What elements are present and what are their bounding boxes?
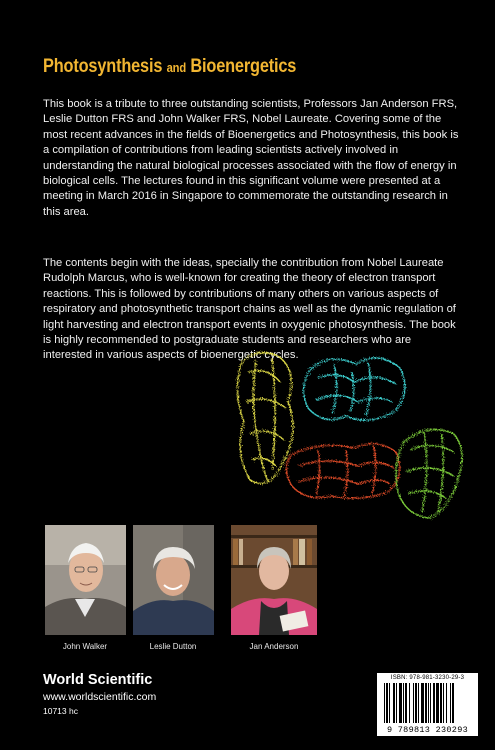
barcode-bar <box>389 683 390 723</box>
protein-yellow-subunit <box>237 353 293 484</box>
title-conjunction: and <box>166 60 187 75</box>
title-word-2: Bioenergetics <box>190 56 297 77</box>
protein-green-subunit <box>396 430 462 519</box>
portrait-jan-anderson <box>231 525 317 635</box>
portrait-caption-jan-anderson: Jan Anderson <box>249 642 299 651</box>
barcode-bar <box>433 683 435 723</box>
barcode-bar <box>384 683 385 723</box>
barcode-bar <box>413 683 414 723</box>
barcode-bar <box>399 683 402 723</box>
barcode-bar <box>386 683 388 723</box>
barcode-bar <box>409 683 410 723</box>
barcode-bar <box>396 683 397 723</box>
title-word-1: Photosynthesis <box>43 56 163 77</box>
portrait-leslie-dutton <box>133 525 214 635</box>
protein-complex-illustration <box>228 342 468 524</box>
barcode-bar <box>418 683 419 723</box>
barcode-bar <box>405 683 407 723</box>
portrait-john-walker <box>45 525 126 635</box>
barcode-bar <box>428 683 429 723</box>
protein-red-subunit <box>286 444 399 498</box>
isbn-barcode <box>377 673 478 736</box>
isbn-label: ISBN: 978-981-3230-29-3 <box>390 675 465 681</box>
barcode-bar <box>440 683 442 723</box>
barcode-bar <box>403 683 404 723</box>
barcode-bar <box>415 683 417 723</box>
barcode-number: 9 789813 230293 <box>386 725 468 735</box>
portrait-caption-john-walker: John Walker <box>62 642 108 651</box>
publisher-url: www.worldscientific.com <box>43 691 157 703</box>
barcode-bar <box>452 683 454 723</box>
barcode-bar <box>443 683 444 723</box>
barcode-bar <box>446 683 447 723</box>
product-code: 10713 hc <box>43 706 78 716</box>
protein-cyan-subunit <box>303 358 404 420</box>
book-title <box>43 56 296 78</box>
barcode-bar <box>450 683 451 723</box>
barcode-bars <box>380 683 475 725</box>
barcode-bar <box>421 683 424 723</box>
barcode-bar <box>393 683 395 723</box>
publisher-name: World Scientific <box>43 672 153 688</box>
barcode-bar <box>425 683 427 723</box>
description-paragraph-1: This book is a tribute to three outstanding scientists, Professors Jan Anderson FRS, Leslie Dutton FRS and John Walker FRS, Nobel Laureate. Covering some of the most recent advances in the fields of Bioenergetics and Photosynthesis, this book is a compilation of contributions from leading scientists actively involved in understanding the natural biological processes associated with the flow of energy in biological cells. The lectures found in this significant volume were presented at a meeting in March 2016 in Singapore to commemorate the outstanding research in this area. <box>43 98 459 218</box>
description-paragraph-2: The contents begin with the ideas, specially the contribution from Nobel Laureate Rudolph Marcus, who is well-known for creating the theory of electron transport reactions. This is followed by contributions of many others on various aspects of respiratory and photosynthetic transport chains as well as the dynamic regulation of light harvesting and electron transport events in oxygenic photosynthesis. The book is highly recommended to postgraduate students and researchers who are interested in various aspects of bioenergetic cycles. <box>43 257 456 362</box>
barcode-bar <box>430 683 431 723</box>
portrait-caption-leslie-dutton: Leslie Dutton <box>149 642 197 651</box>
barcode-bar <box>436 683 439 723</box>
